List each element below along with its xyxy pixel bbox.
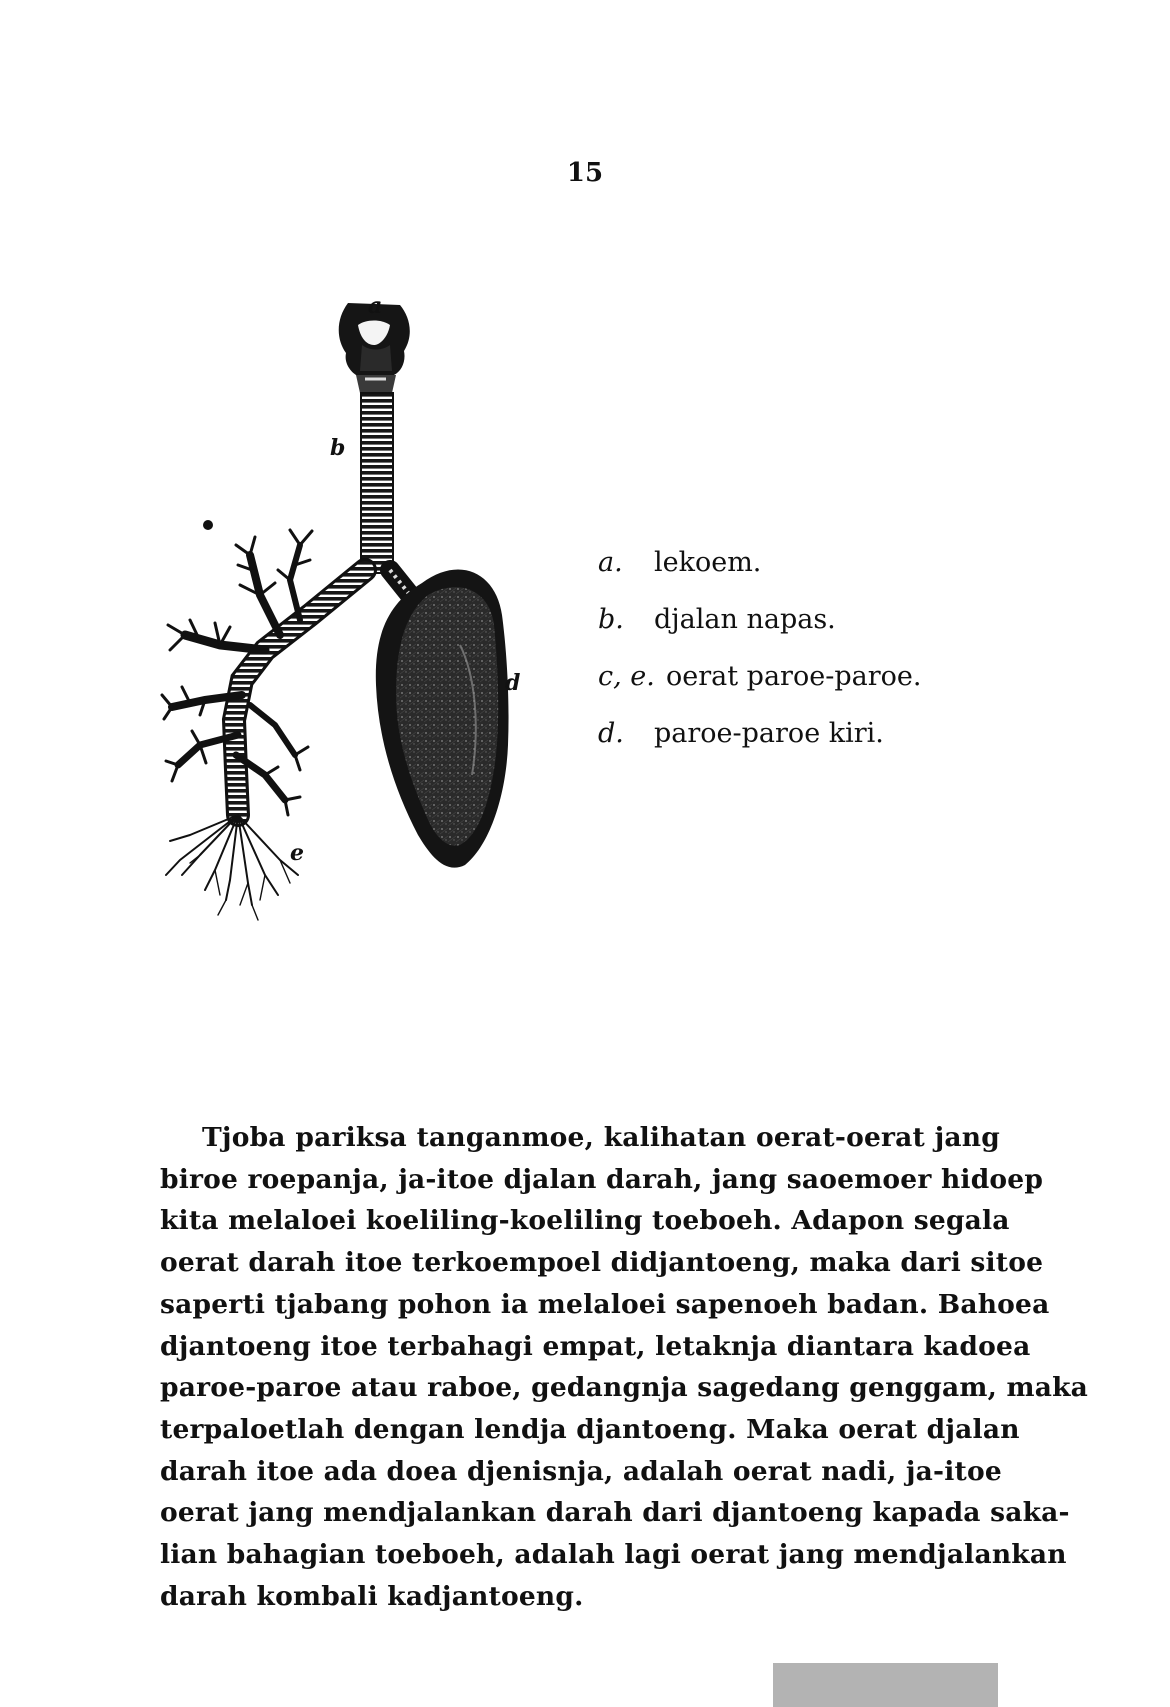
paragraph-line: darah kombali kadjantoeng. [160,1580,584,1612]
left-lung [376,570,509,868]
legend-text: paroe-paroe kiri. [654,718,884,749]
paragraph-line: Tjoba pariksa tanganmoe, kalihatan oerat-oerat jang [202,1122,1000,1153]
lung-illustration [160,293,590,985]
legend-text: djalan napas. [654,604,836,635]
legend-text: lekoem. [654,547,762,578]
page-number: 15 [566,158,604,188]
legend-key: d. [598,718,624,749]
figure-label-e: e [290,840,304,866]
legend-row-d [598,718,998,775]
right-bronchial-tree [162,520,365,920]
legend-row-ce [598,661,998,718]
paragraph-line: biroe roepanja, ja-itoe djalan darah, jang saoemoer hidoep [160,1163,1044,1195]
figure-label-d: d [505,670,521,696]
legend-key: b. [598,604,624,635]
body-paragraph [160,1117,1088,1617]
paragraph-line: saperti tjabang pohon ia melaloei sapenoeh badan. Bahoea [160,1288,1050,1320]
legend-key: a. [598,547,623,578]
legend-row-a [598,547,998,604]
figure-legend [598,547,998,775]
figure-label-a: a [368,293,383,319]
scan-gray-block [773,1663,998,1707]
paragraph-line: terpaloetlah dengan lendja djantoeng. Maka oerat djalan [160,1413,1020,1445]
paragraph-line: kita melaloei koeliling-koeliling toeboeh. Adapon segala [160,1205,1010,1237]
lung-drawing [160,293,590,985]
paragraph-line: djantoeng itoe terbahagi empat, letaknja diantara kadoea [160,1330,1031,1362]
legend-key: c, e. [598,661,655,692]
figure-label-b: b [330,435,346,461]
paragraph-line: oerat jang mendjalankan darah dari djantoeng kapada saka- [160,1497,1070,1529]
paragraph-line: darah itoe ada doea djenisnja, adalah oerat nadi, ja-itoe [160,1455,1002,1487]
paragraph-line: lian bahagian toeboeh, adalah lagi oerat jang mendjalankan [160,1539,1067,1571]
trachea [361,393,393,573]
legend-row-b [598,604,998,661]
paragraph-line: paroe-paroe atau raboe, gedangnja sagedang genggam, maka [160,1372,1088,1404]
paragraph-line: oerat darah itoe terkoempoel didjantoeng, maka dari sitoe [160,1247,1044,1279]
legend-text: oerat paroe-paroe. [666,661,922,692]
